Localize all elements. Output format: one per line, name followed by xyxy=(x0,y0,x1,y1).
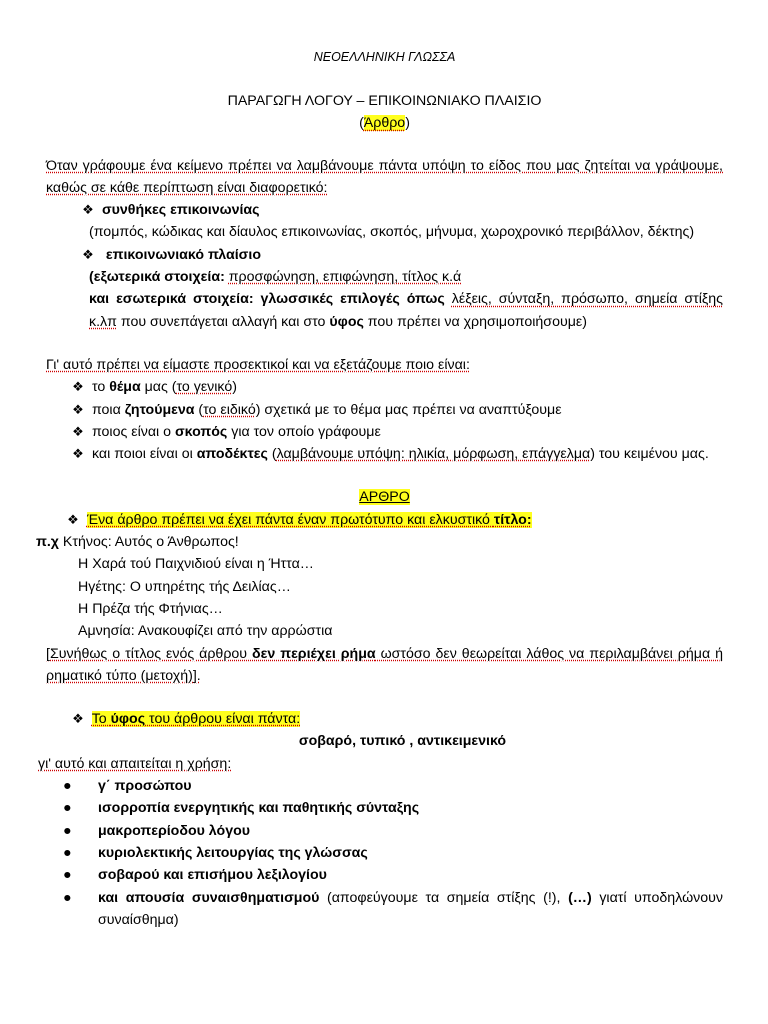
diamond-bullet-icon: ❖ xyxy=(72,379,84,395)
section2-bullet-3: ❖ ποιος είναι ο σκοπός για τον οποίο γράφουμε xyxy=(68,421,723,443)
bullet-icon: ● xyxy=(63,800,72,817)
example-line-4: Η Πρέζα τής Φτήνιας… xyxy=(78,600,223,617)
section2-bullet-2: ❖ ποια ζητούμενα (το ειδικό) σχετικά με το θέμα μας πρέπει να αναπτύξουμε xyxy=(68,399,723,421)
requirements-item-label: ισορροπία ενεργητικής και παθητικής σύνταξης xyxy=(98,800,420,817)
requirements-item xyxy=(46,842,723,864)
section1-item1: ❖ συνθήκες επικοινωνίας xyxy=(78,199,723,221)
diamond-bullet-icon: ❖ xyxy=(82,246,94,262)
section2-bullet-4: ❖ και ποιοι είναι οι αποδέκτες (λαμβάνουμε υπόψη: ηλικία, μόρφωση, επάγγελμα) του κειμένου μας. xyxy=(46,443,723,465)
bullet-icon: ● xyxy=(63,822,72,839)
subtitle-word: Άρθρο xyxy=(363,115,406,132)
section1-item2: ❖ επικοινωνιακό πλαίσιο xyxy=(78,244,723,266)
title-note: [Συνήθως ο τίτλος ενός άρθρου δεν περιέχει ρήμα ωστόσο δεν θεωρείται λάθος να περιλαμβάνει ρήμα ή ρηματικό τύπο (μετοχή)]. xyxy=(46,645,724,684)
example-line-2: Η Χαρά τού Παιχνιδιού είναι η Ήττα… xyxy=(78,556,314,573)
section2-lead: Γι' αυτό πρέπει να είμαστε προσεκτικοί και να εξετάζουμε ποιο είναι: xyxy=(46,356,470,373)
requirements-item-last: ● και απουσία συναισθηματισμού (αποφεύγουμε τα σημεία στίξης (!), (…) γιατί υποδηλώνουν συναίσθημα) xyxy=(46,887,723,932)
section1-item1-body: (πομπός, κώδικας και δίαυλος επικοινωνίας, σκοπός, μήνυμα, χωροχρονικό περιβάλλον, δέκτης) xyxy=(89,224,695,241)
page-subtitle: (Άρθρο) xyxy=(359,115,410,132)
diamond-bullet-icon: ❖ xyxy=(67,511,79,527)
example-line-1: π.χ Κτήνος: Αυτός ο Άνθρωπος! xyxy=(36,534,239,551)
requirements-item xyxy=(46,775,723,797)
page-title: ΠΑΡΑΓΩΓΗ ΛΟΓΟΥ – ΕΠΙΚΟΙΝΩΝΙΑΚΟ ΠΛΑΙΣΙΟ xyxy=(227,93,542,109)
requirements-item xyxy=(46,864,723,886)
example-line-5: Αμνησία: Ανακουφίζει από την αρρώστια xyxy=(78,623,333,640)
requirements-item xyxy=(46,820,723,842)
requirements-item-label: μακροπερίοδου λόγου xyxy=(98,822,251,839)
section1-item2-line2: και εσωτερικά στοιχεία: γλωσσικές επιλογές όπως λέξεις, σύνταξη, πρόσωπο, σημεία στίξης κ.λπ που συνεπάγεται αλλαγή και στο ύφος που πρέπει να χρησιμοποιήσουμε) xyxy=(89,291,724,330)
diamond-bullet-icon: ❖ xyxy=(72,711,84,727)
article-point-title: ❖ Ένα άρθρο πρέπει να έχει πάντα έναν πρωτότυπο και ελκυστικό τίτλο: xyxy=(63,509,723,531)
requirements-item-label: κυριολεκτικής λειτουργίας της γλώσσας xyxy=(98,844,368,861)
intro-paragraph: Όταν γράφουμε ένα κείμενο πρέπει να λαμβάνουμε πάντα υπόψη το είδος που μας ζητείται να γράψουμε, καθώς σε κάθε περίπτωση είναι διαφορετικό: xyxy=(46,157,723,196)
diamond-bullet-icon: ❖ xyxy=(72,446,84,462)
section2-bullet-1: ❖ το θέμα μας (το γενικό) xyxy=(68,376,723,398)
bullet-icon: ● xyxy=(63,844,72,861)
requirements-item xyxy=(46,797,723,819)
diamond-bullet-icon: ❖ xyxy=(72,401,84,417)
requirements-list xyxy=(46,775,723,886)
bullet-icon: ● xyxy=(63,867,72,884)
diamond-bullet-icon: ❖ xyxy=(82,202,94,218)
style-attributes: σοβαρό, τυπικό , αντικειμενικό xyxy=(298,733,507,750)
requires-line: γι' αυτό και απαιτείται η χρήση: xyxy=(38,755,232,772)
bullet-icon: ● xyxy=(63,778,72,795)
requirements-item-label: σοβαρού και επισήμου λεξιλογίου xyxy=(98,867,327,884)
article-heading: ΑΡΘΡΟ xyxy=(359,489,410,506)
article-point-style: ❖ Το ύφος του άρθρου είναι πάντα: xyxy=(68,708,723,730)
section1-item2-line1: (εξωτερικά στοιχεία: προσφώνηση, επιφώνηση, τίτλος κ.ά xyxy=(89,269,462,286)
subject-header: ΝΕΟΕΛΛΗΝΙΚΗ ΓΛΩΣΣΑ xyxy=(313,50,456,64)
document-page xyxy=(36,46,724,931)
diamond-bullet-icon: ❖ xyxy=(72,423,84,439)
requirements-item-label: γ΄ προσώπου xyxy=(98,778,192,795)
bullet-icon: ● xyxy=(63,889,72,906)
example-line-3: Ηγέτης: Ο υπηρέτης τής Δειλίας… xyxy=(78,578,291,595)
